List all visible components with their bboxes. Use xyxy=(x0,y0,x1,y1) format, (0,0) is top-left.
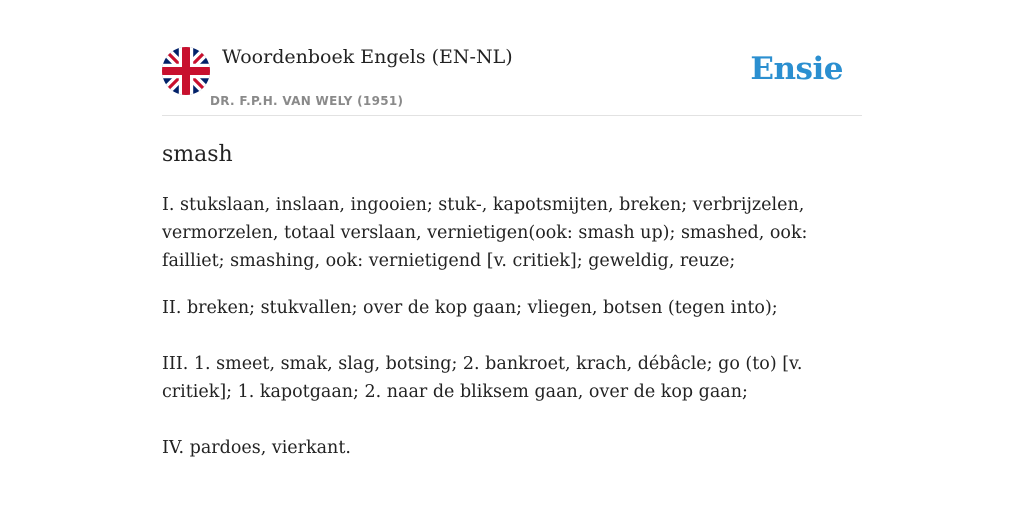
headword: smash xyxy=(162,142,233,167)
definition-sense-1: I. stukslaan, inslaan, ingooien; stuk-, kapotsmijten, breken; verbrijzelen, vermorzelen, totaal verslaan, vernietigen(ook: smash up); smashed, ook: failliet; smashing, ook: vernietigend [v. critiek]; geweldig, reuze; xyxy=(162,195,808,271)
definition-sense-3: III. 1. smeet, smak, slag, botsing; 2. bankroet, krach, débâcle; go (to) [v. critiek]; 1. kapotgaan; 2. naar de bliksem gaan, over de kop gaan; xyxy=(162,354,803,402)
dictionary-author: DR. F.P.H. VAN WELY (1951) xyxy=(210,94,404,108)
definition-sense-2: II. breken; stukvallen; over de kop gaan; vliegen, botsen (tegen into); xyxy=(162,298,778,318)
uk-flag-icon xyxy=(162,47,210,95)
dictionary-header xyxy=(162,40,862,116)
dictionary-title: Woordenboek Engels (EN-NL) xyxy=(222,46,513,68)
definition-sense-4: IV. pardoes, vierkant. xyxy=(162,438,351,458)
dictionary-card xyxy=(162,40,862,462)
ensie-logo[interactable]: Ensie xyxy=(750,51,843,87)
